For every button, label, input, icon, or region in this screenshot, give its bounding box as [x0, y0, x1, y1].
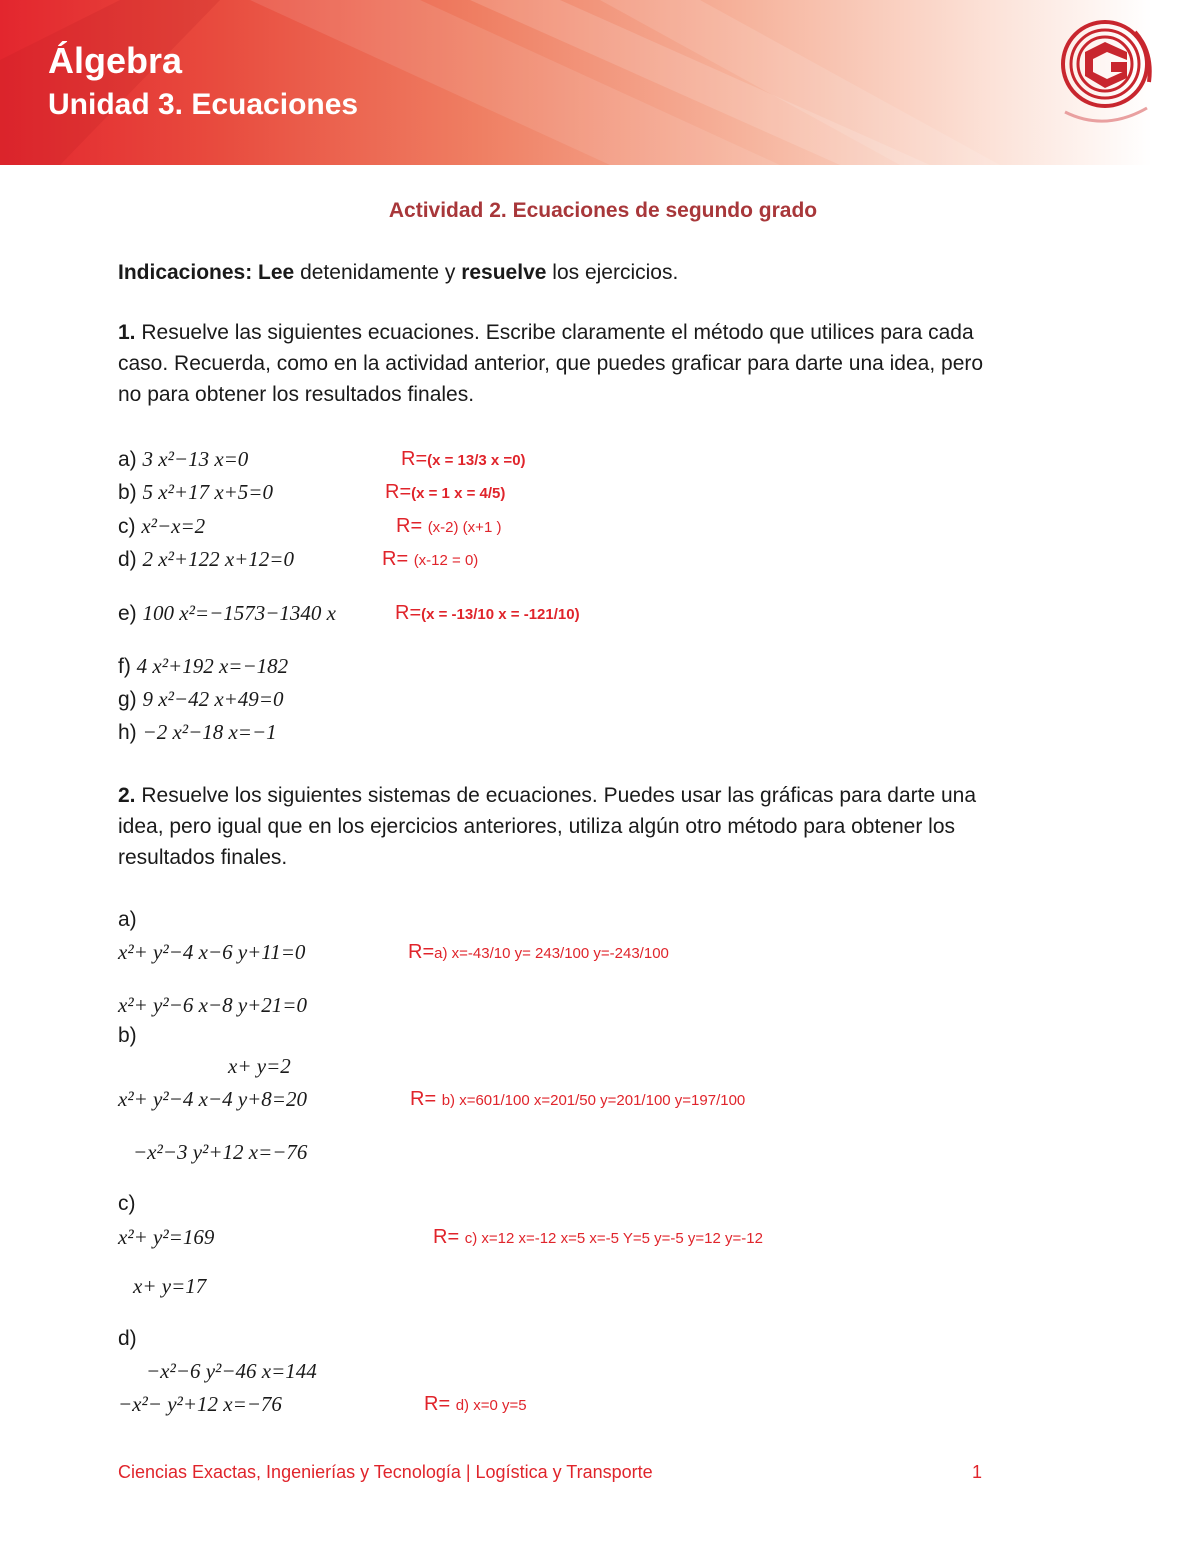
q2-system-a-eq-1: x²+ y²−4 x−6 y+11=0 — [118, 940, 306, 964]
question-2-line-2: idea, pero igual que en los ejercicios anteriores, utiliza algún otro método para obtener los — [118, 815, 956, 838]
unit-subtitle: Unidad 3. Ecuaciones — [48, 88, 359, 121]
item-label: b) — [118, 481, 137, 504]
answer-value: a) x=-43/10 y= 243/100 y=-243/100 — [434, 945, 669, 962]
q1-item-e — [118, 598, 336, 629]
q2-answer-b — [410, 1084, 745, 1116]
subject-title: Álgebra — [48, 40, 183, 81]
answer-value: (x = -13/10 x = -121/10) — [421, 606, 580, 623]
answer-value: d) x=0 y=5 — [455, 1397, 527, 1414]
q1-item-c — [118, 511, 205, 542]
answer-prefix: R= — [385, 481, 412, 503]
equation: 100 x²=−1573−1340 x — [142, 601, 336, 625]
q2-system-d-label: d) — [118, 1327, 137, 1350]
instructions-label: Indicaciones: — [118, 261, 253, 284]
equation: 9 x²−42 x+49=0 — [142, 687, 284, 711]
question-1-number: 1. — [118, 321, 136, 344]
answer-prefix: R= — [395, 602, 422, 624]
question-2-line-1: Resuelve los siguientes sistemas de ecuaciones. Puedes usar las gráficas para darte una — [141, 784, 976, 807]
equation: 3 x²−13 x=0 — [142, 447, 249, 471]
q2-answer-c — [433, 1222, 763, 1254]
activity-title: Actividad 2. Ecuaciones de segundo grado — [388, 199, 818, 222]
equation: x²−x=2 — [141, 514, 206, 538]
q1-answer-c — [396, 511, 501, 543]
answer-prefix: R= — [401, 448, 428, 470]
answer-value: (x-12 = 0) — [413, 552, 479, 569]
question-2-line-3: resultados finales. — [118, 846, 288, 869]
q2-system-c-eq-2: x+ y=17 — [133, 1274, 207, 1298]
document-header — [0, 0, 1200, 165]
equation: 4 x²+192 x=−182 — [136, 654, 289, 678]
q1-item-b — [118, 477, 273, 508]
q2-system-d-eq-2: −x²− y²+12 x=−76 — [118, 1392, 282, 1416]
instructions-word-resuelve: resuelve — [461, 261, 547, 284]
question-1-line-3: no para obtener los resultados finales. — [118, 383, 475, 406]
item-label: h) — [118, 721, 137, 744]
item-label: d) — [118, 548, 137, 571]
q2-system-b-eq-1: x+ y=2 — [228, 1054, 291, 1078]
instructions-text-2: los ejercicios. — [552, 261, 679, 284]
answer-prefix: R= — [408, 941, 435, 963]
q1-item-a — [118, 444, 248, 475]
instructions-word-lee: Lee — [258, 261, 295, 284]
q2-system-b-eq-2: x²+ y²−4 x−4 y+8=20 — [118, 1087, 307, 1111]
instructions-text-1: detenidamente y — [300, 261, 456, 284]
q2-system-b-label: b) — [118, 1024, 137, 1047]
answer-prefix: R= — [424, 1393, 456, 1415]
q1-answer-d — [382, 544, 478, 576]
answer-prefix: R= — [410, 1088, 442, 1110]
answer-value: (x-2) (x+1 ) — [427, 519, 502, 536]
answer-value: (x = 13/3 x =0) — [427, 452, 526, 469]
q2-system-c-label: c) — [118, 1192, 136, 1215]
q2-system-b-eq-3: −x²−3 y²+12 x=−76 — [133, 1140, 308, 1164]
answer-value: b) x=601/100 x=201/50 y=201/100 y=197/100 — [441, 1092, 746, 1109]
q2-system-c-eq-1: x²+ y²=169 — [118, 1225, 215, 1249]
question-2-number: 2. — [118, 784, 136, 807]
answer-value: c) x=12 x=-12 x=5 x=-5 Y=5 y=-5 y=12 y=-12 — [464, 1230, 763, 1247]
q2-answer-a — [408, 937, 669, 969]
q1-answer-e — [395, 598, 580, 630]
answer-prefix: R= — [382, 548, 414, 570]
q1-item-f — [118, 651, 288, 682]
answer-value: (x = 1 x = 4/5) — [411, 485, 506, 502]
page-number: 1 — [972, 1462, 983, 1482]
item-label: f) — [118, 655, 131, 678]
question-1-line-2: caso. Recuerda, como en la actividad anterior, que puedes graficar para darte una idea, pero — [118, 352, 984, 375]
q1-answer-a — [401, 444, 526, 476]
equation: 5 x²+17 x+5=0 — [142, 480, 273, 504]
q1-item-g — [118, 684, 283, 715]
unadm-logo-icon — [1055, 12, 1160, 137]
equation: 2 x²+122 x+12=0 — [142, 547, 294, 571]
item-label: a) — [118, 448, 137, 471]
item-label: e) — [118, 602, 137, 625]
q2-system-a-label: a) — [118, 908, 137, 931]
question-2-text — [118, 780, 1088, 873]
answer-prefix: R= — [433, 1226, 465, 1248]
q2-answer-d — [424, 1389, 527, 1421]
question-1-line-1: Resuelve las siguientes ecuaciones. Escribe claramente el método que utilices para cada — [141, 321, 974, 344]
q2-system-a-eq-2: x²+ y²−6 x−8 y+21=0 — [118, 993, 307, 1017]
question-1-text — [118, 317, 1088, 410]
q1-item-d — [118, 544, 294, 575]
q2-system-d-eq-1: −x²−6 y²−46 x=144 — [146, 1359, 317, 1383]
answer-prefix: R= — [396, 515, 428, 537]
equation: −2 x²−18 x=−1 — [142, 720, 277, 744]
q1-item-h — [118, 717, 277, 748]
item-label: c) — [118, 515, 136, 538]
footer-text: Ciencias Exactas, Ingenierías y Tecnología | Logística y Transporte — [118, 1462, 653, 1482]
header-diagonal-stripes — [0, 0, 1200, 165]
instructions — [118, 257, 1088, 288]
item-label: g) — [118, 688, 137, 711]
q1-answer-b — [385, 477, 505, 509]
